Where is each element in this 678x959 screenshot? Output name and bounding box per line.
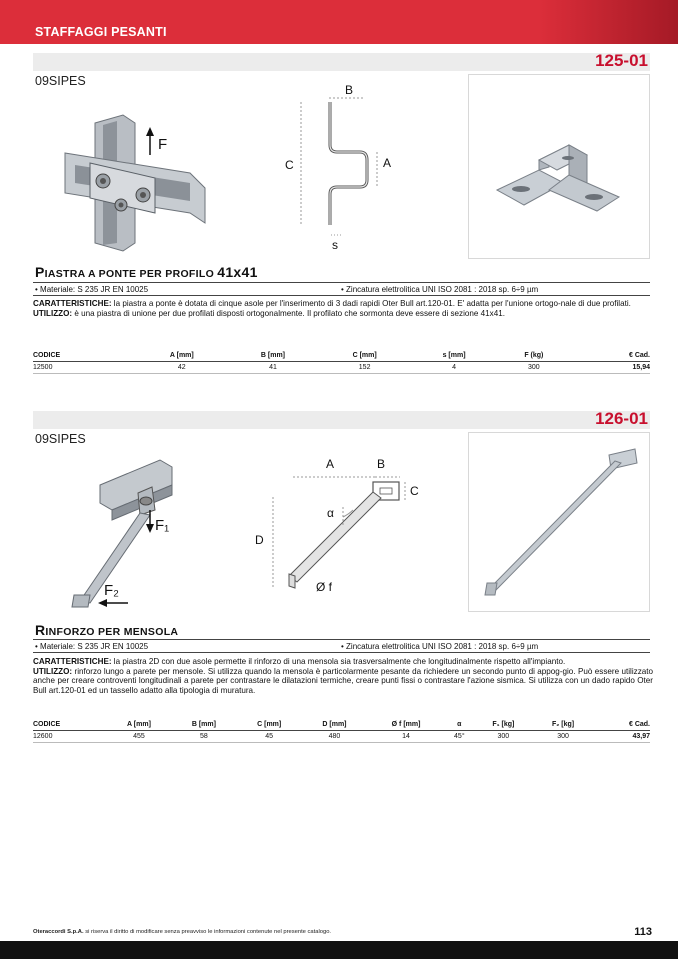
force-label-f2: F₂ [104,582,119,599]
page-number: 113 [634,926,652,938]
product-title: RINFORZO PER MENSOLA [35,622,179,638]
dim-label-diameter-f: Ø f [316,580,333,594]
product-photo-frame [468,74,650,259]
col-header: C [mm] [237,719,302,731]
product-illustration-bridge-plate [55,93,215,253]
product-code-bar [33,53,650,71]
product-code: 125-01 [595,51,648,70]
dim-label-a: A [326,457,335,471]
technical-drawing-shelf-reinforcement [245,452,445,607]
spec-material: • Materiale: S 235 JR EN 10025 [35,285,149,294]
section-title: STAFFAGGI PESANTI [35,25,167,39]
col-header: D [mm] [302,719,367,731]
product-photo-bridge-plate [469,75,649,258]
dim-label-c: C [285,158,294,172]
dim-label-d: D [255,533,264,547]
col-header: B [mm] [171,719,236,731]
footer-disclaimer: Oteraccordi S.p.A. si riserva il diritto di modificare senza preavviso le informazioni contenute nel presente catalogo. [33,929,332,935]
col-header: CODICE [33,719,107,731]
header-bar [0,0,678,44]
col-header: F (kg) [498,350,570,362]
dim-label-b: B [345,83,354,97]
col-header: F₁ [kg] [474,719,533,731]
product-code-bar [33,411,650,429]
col-header: € Cad. [570,350,650,362]
product-photo-frame [468,432,650,612]
col-header: € Cad. [593,719,650,731]
product-data-table [33,350,650,374]
angle-label-alpha: α [327,506,334,520]
dim-label-s: s [332,238,338,252]
product-code: 126-01 [595,409,648,428]
header-gradient [538,0,678,44]
col-header: Ø f [mm] [367,719,445,731]
spec-material: • Materiale: S 235 JR EN 10025 [35,642,149,651]
product-data-table [33,719,650,743]
spec-line [33,282,650,296]
col-header: α [445,719,474,731]
table-row: 12500 42 41 152 4 300 15,94 [33,362,650,374]
product-illustration-shelf-reinforcement [60,455,220,615]
col-header: A [mm] [136,350,227,362]
spec-coating: • Zincatura elettrolitica UNI ISO 2081 : 2018 sp. 6÷9 µm [341,642,539,651]
product-title: PIASTRA A PONTE PER PROFILO 41x41 [35,264,258,280]
sipes-label: 09SIPES [35,432,86,446]
product-photo-shelf-reinforcement [469,433,649,611]
sipes-label: 09SIPES [35,74,86,88]
col-header: C [mm] [319,350,411,362]
col-header: CODICE [33,350,136,362]
force-label-f: F [158,136,168,153]
product-description: CARATTERISTICHE: la piastra a ponte è dotata di cinque asole per l'inserimento di 3 dadi rapidi Oter Bull art.120-01. E' adatta per l'unione ortogo-nale di due profilati. UTILIZZO: è una piastra di unione per due profilati disposti ortogonalmente. Il profilato che sormonta deve essere di sezione 41x41. [33,299,631,318]
dim-label-c: C [410,484,419,498]
footer-bar [0,941,678,959]
dim-label-b: B [377,457,386,471]
spec-coating: • Zincatura elettrolitica UNI ISO 2081 : 2018 sp. 6÷9 µm [341,285,539,294]
table-row: 12600 455 58 45 480 14 45° 300 300 43,97 [33,731,650,743]
spec-line [33,639,650,653]
dim-label-a: A [383,156,392,170]
product-description: CARATTERISTICHE: la piastra 2D con due asole permette il rinforzo di una mensola sia trasversalmente che longitudinalmente rispetto all'impianto. UTILIZZO: rinforzo lungo a parete per mensole. Si utilizza quando la mensola è particolarmente pesante da richiedere un secondo punto di appog-gio. Può essere utilizzato anche per creare controventi longitudinali a parete per contrastare le dilatazioni termiche, creare punti fissi o contrastare l'azione sismica. Si utilizza con un dado rapido Oter Bull art.120-01 ed un tassello adatto alla tipologia di muratura. [33,657,653,695]
col-header: s [mm] [410,350,497,362]
force-label-f1: F₁ [155,517,170,534]
col-header: A [mm] [107,719,172,731]
col-header: F₂ [kg] [533,719,593,731]
col-header: B [mm] [227,350,319,362]
